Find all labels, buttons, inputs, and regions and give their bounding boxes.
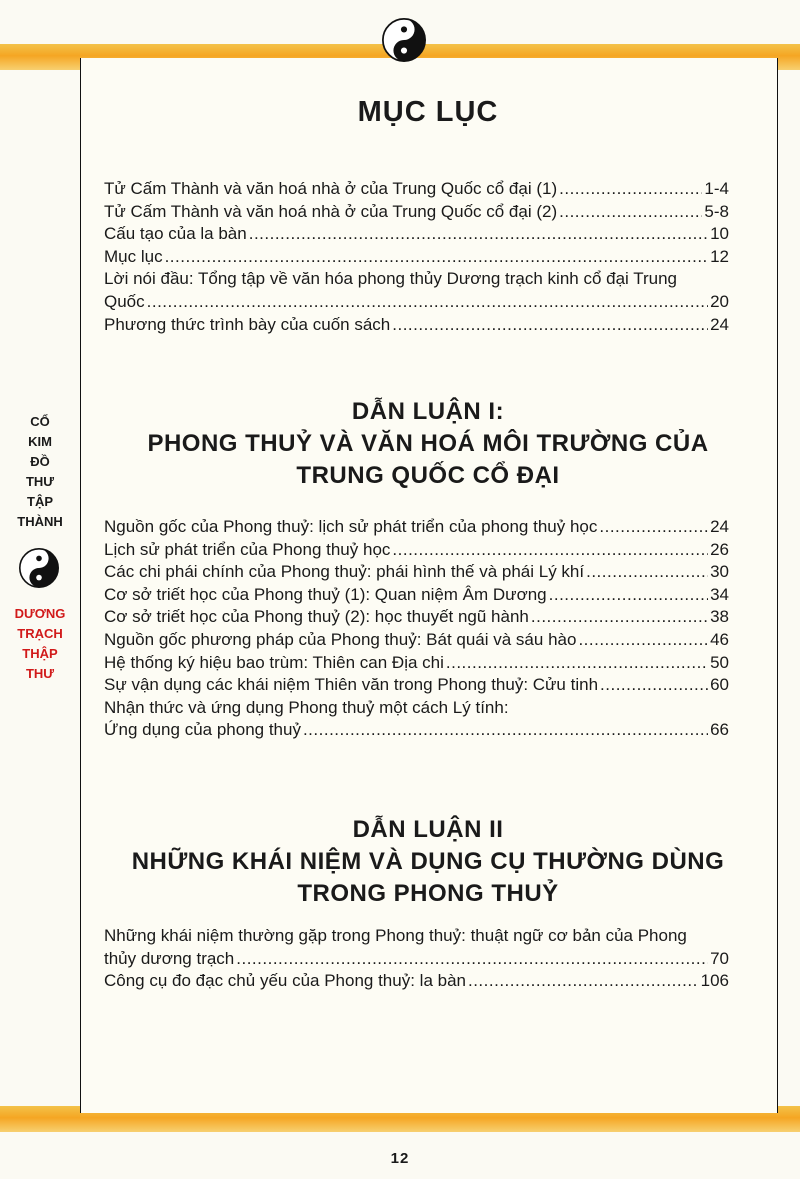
toc-entry-page: 24	[710, 517, 729, 536]
section-1-title-line-2: TRUNG QUỐC CỔ ĐẠI	[296, 462, 560, 489]
toc-entry-title: Phương thức trình bày của cuốn sách	[104, 314, 391, 334]
toc-entry-title: Cấu tạo của la bàn	[104, 224, 247, 244]
toc-entry-page: 20	[710, 291, 729, 311]
toc-entry[interactable]	[104, 652, 729, 675]
toc-entry-first-line[interactable]	[104, 697, 729, 720]
sidebar-book-word: THƯ	[25, 666, 55, 681]
toc-entry-title: Công cụ đo đạc chủ yếu của Phong thuỷ: la bàn	[104, 971, 466, 991]
sidebar-series-word: KIM	[28, 434, 52, 449]
toc-entry-title: Những khái niệm thường gặp trong Phong thuỷ: thuật ngữ cơ bản của Phong	[104, 926, 687, 945]
toc-entry-first-line[interactable]	[104, 268, 729, 291]
toc-entry[interactable]	[104, 674, 729, 697]
toc-entry[interactable]	[104, 246, 729, 269]
toc-entry-title: Nhận thức và ứng dụng Phong thuỷ một cách Lý tính:	[104, 697, 509, 717]
sidebar-book-title	[10, 604, 70, 684]
toc-leader-dots	[147, 291, 708, 314]
sidebar-series-word: THƯ	[25, 474, 55, 489]
toc-entry[interactable]	[104, 223, 729, 246]
toc-entry-page: 10	[710, 224, 729, 244]
sidebar-series-word: CỔ	[30, 414, 50, 429]
toc-entry-title: Lời nói đầu: Tổng tập về văn hóa phong thủy Dương trạch kinh cổ đại Trung	[104, 269, 678, 289]
toc-entry-page: 24	[710, 314, 729, 334]
toc-entry[interactable]	[104, 719, 729, 742]
yin-yang-icon	[382, 18, 426, 62]
toc-entry-title: Cơ sở triết học của Phong thuỷ (1): Quan niệm Âm Dương	[104, 584, 547, 604]
toc-entry[interactable]	[104, 970, 729, 993]
section-1-heading	[80, 396, 776, 492]
sidebar-series-word: TẬP	[27, 494, 53, 509]
page-title: MỤC LỤC	[357, 96, 499, 128]
toc-entry-title: Tử Cấm Thành và văn hoá nhà ở của Trung Quốc cổ đại (1)	[104, 179, 558, 198]
toc-entry-title: Tử Cấm Thành và văn hoá nhà ở của Trung Quốc cổ đại (2)	[104, 201, 558, 221]
toc-entry-page: 66	[710, 720, 729, 740]
toc-entry-title: Ứng dụng của phong thuỷ	[104, 720, 301, 740]
sidebar-book-word: DƯƠNG	[14, 606, 66, 621]
intro-toc-list	[104, 178, 729, 336]
toc-entry-title: thủy dương trạch	[104, 948, 235, 968]
toc-entry-title: Các chi phái chính của Phong thuỷ: phái hình thế và phái Lý khí	[104, 562, 585, 582]
toc-entry-page: 38	[710, 607, 729, 627]
toc-entry[interactable]	[104, 291, 729, 314]
toc-entry-page: 106	[700, 971, 729, 991]
sidebar-series-word: ĐỒ	[30, 454, 50, 469]
toc-entry-title: Sự vận dụng các khái niệm Thiên văn trong Phong thuỷ: Cửu tinh	[104, 675, 599, 695]
toc-entry-title: Hệ thống ký hiệu bao trùm: Thiên can Địa chi	[104, 652, 444, 672]
toc-entry-page: 30	[710, 562, 729, 582]
section-1-title-line-1: PHONG THUỶ VÀ VĂN HOÁ MÔI TRƯỜNG CỦA	[147, 430, 709, 457]
page-number: 12	[390, 1150, 410, 1167]
sidebar-series-title	[10, 412, 70, 532]
toc-entry-page: 50	[710, 652, 729, 672]
toc-entry-title: Lịch sử phát triển của Phong thuỷ học	[104, 539, 391, 559]
toc-leader-dots	[600, 674, 708, 697]
toc-entry[interactable]	[104, 178, 729, 201]
toc-leader-dots	[446, 652, 708, 675]
toc-leader-dots	[559, 178, 702, 201]
toc-entry-page: 1-4	[704, 179, 729, 198]
toc-entry-page: 70	[710, 948, 729, 968]
toc-leader-dots	[578, 629, 708, 652]
toc-leader-dots	[468, 970, 699, 993]
toc-entry[interactable]	[104, 539, 729, 562]
toc-leader-dots	[549, 584, 708, 607]
section-1-toc-list	[104, 516, 729, 742]
toc-leader-dots	[392, 314, 708, 337]
toc-entry[interactable]	[104, 314, 729, 337]
section-2-toc-list	[104, 925, 729, 993]
toc-entry-title: Cơ sở triết học của Phong thuỷ (2): học thuyết ngũ hành	[104, 607, 529, 627]
toc-leader-dots	[236, 948, 708, 971]
toc-leader-dots	[303, 719, 708, 742]
section-2-heading	[80, 814, 776, 910]
toc-entry-title: Mục lục	[104, 246, 163, 266]
toc-entry[interactable]	[104, 561, 729, 584]
toc-leader-dots	[392, 539, 708, 562]
sidebar-book-word: TRẠCH	[17, 626, 63, 641]
section-1-label: DẪN LUẬN I:	[351, 398, 505, 425]
toc-leader-dots	[531, 606, 708, 629]
toc-leader-dots	[586, 561, 708, 584]
toc-entry-page: 12	[710, 246, 729, 266]
toc-entry[interactable]	[104, 201, 729, 224]
toc-entry-title: Nguồn gốc phương pháp của Phong thuỷ: Bát quái và sáu hào	[104, 629, 577, 649]
sidebar-series-word: THÀNH	[17, 514, 63, 529]
toc-entry-title: Nguồn gốc của Phong thuỷ: lịch sử phát triển của phong thuỷ học	[104, 517, 598, 536]
toc-entry-page: 26	[710, 539, 729, 559]
toc-entry-page: 34	[710, 584, 729, 604]
yin-yang-icon	[19, 548, 59, 588]
section-2-title-line-1: NHỮNG KHÁI NIỆM VÀ DỤNG CỤ THƯỜNG DÙNG	[131, 848, 725, 875]
toc-leader-dots	[249, 223, 708, 246]
section-2-label: DẪN LUẬN II	[352, 816, 504, 843]
sidebar-book-word: THẬP	[22, 646, 58, 661]
toc-entry[interactable]	[104, 606, 729, 629]
toc-leader-dots	[165, 246, 709, 269]
toc-entry-page: 5-8	[704, 201, 729, 221]
toc-entry-first-line[interactable]	[104, 925, 729, 948]
toc-leader-dots	[599, 516, 708, 539]
section-2-title-line-2: TRONG PHONG THUỶ	[297, 880, 559, 907]
toc-entry-title: Quốc	[104, 291, 145, 311]
toc-leader-dots	[559, 201, 702, 224]
toc-entry[interactable]	[104, 516, 729, 539]
toc-entry-page: 60	[710, 675, 729, 695]
toc-entry-page: 46	[710, 629, 729, 649]
toc-entry[interactable]	[104, 629, 729, 652]
toc-entry[interactable]	[104, 584, 729, 607]
toc-entry[interactable]	[104, 948, 729, 971]
